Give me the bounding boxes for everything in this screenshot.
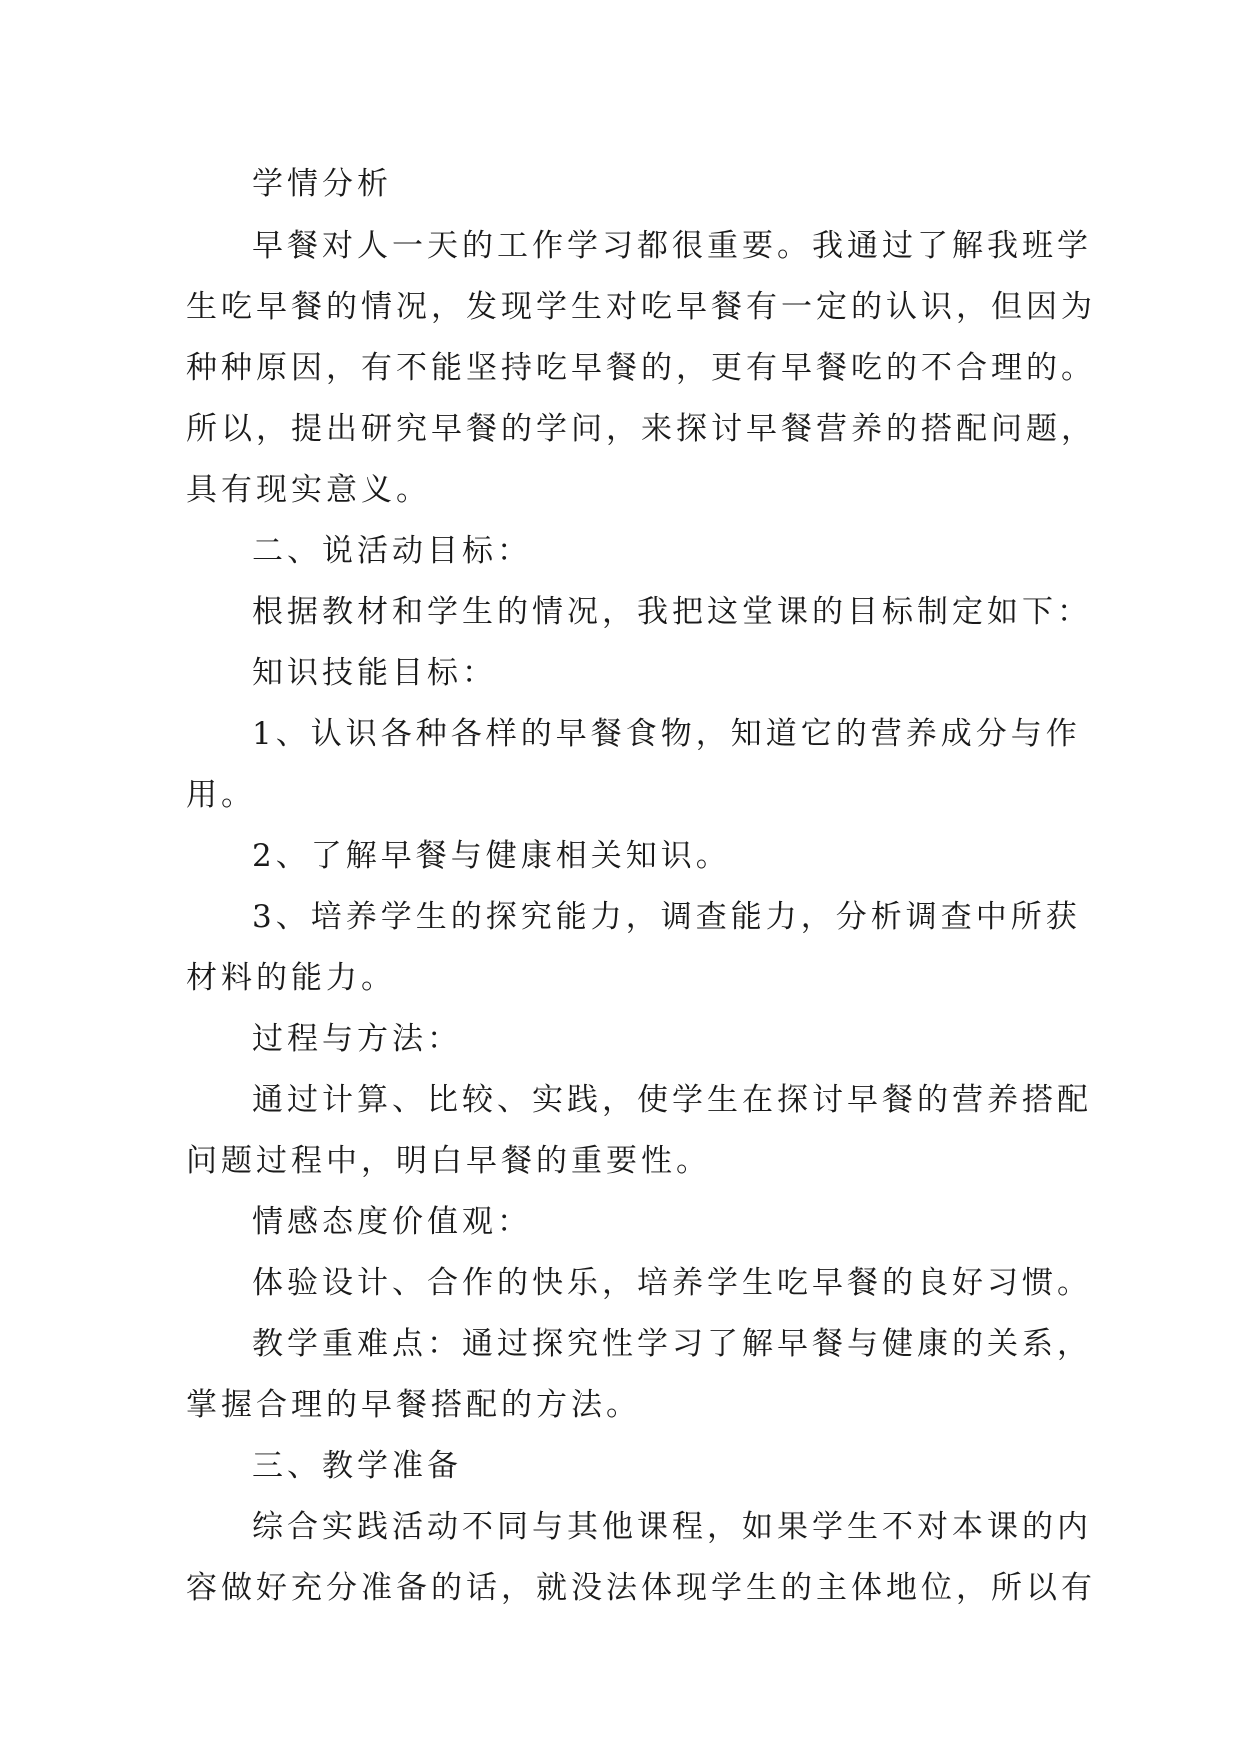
paragraph-line: 容做好充分准备的话，就没法体现学生的主体地位，所以有 <box>186 1570 1096 1606</box>
paragraph-line: 综合实践活动不同与其他课程，如果学生不对本课的内 <box>252 1509 1092 1545</box>
heading-activity-goals: 二、说活动目标： <box>252 533 532 569</box>
paragraph-line: 所以，提出研究早餐的学问，来探讨早餐营养的搭配问题， <box>186 411 1096 447</box>
paragraph-line: 种种原因，有不能坚持吃早餐的，更有早餐吃的不合理的。 <box>186 350 1096 386</box>
paragraph-line: 问题过程中，明白早餐的重要性。 <box>186 1143 711 1179</box>
list-item-line: 1、认识各种各样的早餐食物，知道它的营养成分与作 <box>252 716 1081 752</box>
heading-knowledge-goals: 知识技能目标： <box>252 655 497 691</box>
paragraph-line: 教学重难点：通过探究性学习了解早餐与健康的关系， <box>252 1326 1092 1362</box>
heading-values: 情感态度价值观： <box>252 1204 532 1240</box>
paragraph-line: 根据教材和学生的情况，我把这堂课的目标制定如下： <box>252 594 1092 630</box>
heading-teaching-preparation: 三、教学准备 <box>252 1448 462 1484</box>
list-item-line: 用。 <box>186 777 256 813</box>
heading-process-methods: 过程与方法： <box>252 1021 462 1057</box>
list-item-line: 材料的能力。 <box>186 960 396 996</box>
paragraph-line: 具有现实意义。 <box>186 472 431 508</box>
paragraph-line: 掌握合理的早餐搭配的方法。 <box>186 1387 641 1423</box>
paragraph-line: 通过计算、比较、实践，使学生在探讨早餐的营养搭配 <box>252 1082 1092 1118</box>
list-item-line: 2、了解早餐与健康相关知识。 <box>252 838 731 874</box>
paragraph-line: 生吃早餐的情况，发现学生对吃早餐有一定的认识，但因为 <box>186 289 1096 325</box>
paragraph-line: 早餐对人一天的工作学习都很重要。我通过了解我班学 <box>252 228 1092 264</box>
heading-learning-analysis: 学情分析 <box>252 166 392 202</box>
list-item-line: 3、培养学生的探究能力，调查能力，分析调查中所获 <box>252 899 1081 935</box>
paragraph-line: 体验设计、合作的快乐，培养学生吃早餐的良好习惯。 <box>252 1265 1092 1301</box>
